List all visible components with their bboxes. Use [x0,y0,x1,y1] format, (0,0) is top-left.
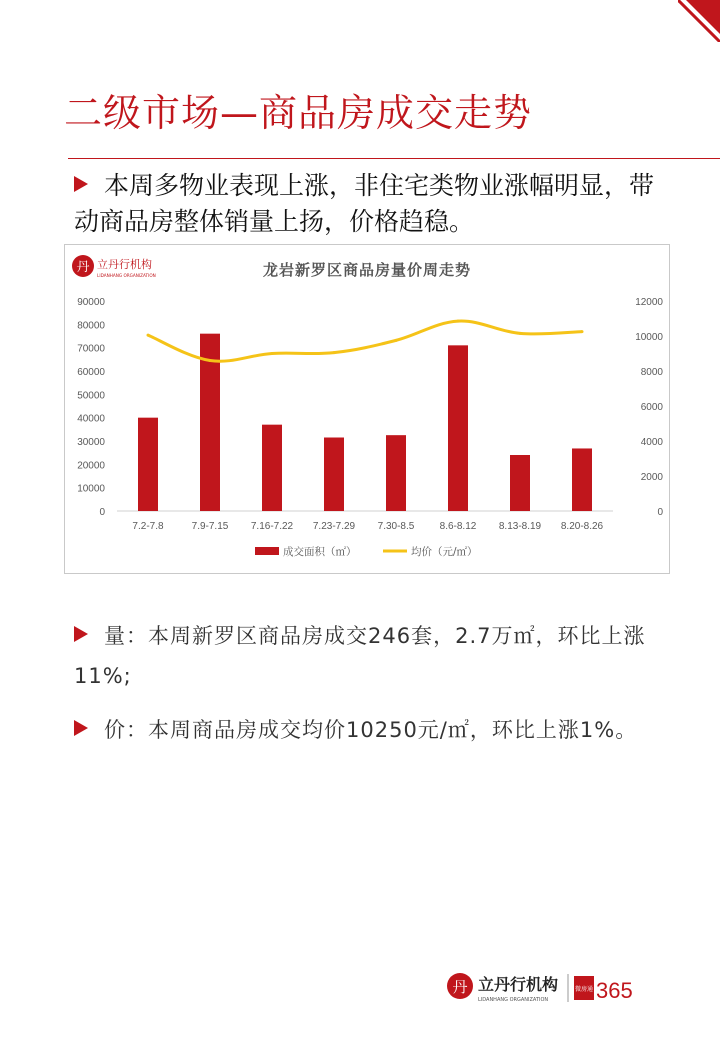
x-tick-label: 8.13-8.19 [498,521,542,532]
y2-tick-label: 8000 [640,367,663,378]
line-point [395,339,398,342]
footer-logo [446,968,656,1008]
page-title: 二级市场—商品房成交走势 [64,91,533,135]
y-tick-label: 70000 [77,343,105,355]
y-tick-label: 40000 [77,413,105,425]
footer-partner-small: 微房通 [574,986,594,993]
line-point [333,351,336,354]
x-tick-label: 7.30-8.5 [377,521,415,532]
line-point [147,334,150,337]
bullet-arrow-icon [74,176,88,192]
y2-tick-label: 0 [657,507,663,518]
footer-partner-number: 365 [596,978,633,1003]
y-tick-label: 60000 [77,367,105,378]
y-tick-label: 90000 [77,297,105,308]
x-tick-label: 7.9-7.15 [191,521,229,532]
bar [386,435,406,511]
y2-tick-label: 10000 [635,332,663,343]
price-stat [74,710,674,750]
y-tick-label: 80000 [77,320,105,332]
line-point [209,359,212,362]
chart-container [64,244,670,574]
combo-chart [65,245,669,573]
logo-english: LIDANHANG ORGANIZATION [97,273,156,278]
bar [138,418,158,511]
y2-tick-label: 6000 [640,402,663,413]
svg-text:丹: 丹 [76,260,90,275]
line-point [581,330,584,333]
bar [510,455,530,511]
footer-brand: 立丹行机构 [478,975,559,994]
y-tick-label: 30000 [77,437,105,448]
footer-brand-mark [446,968,656,1008]
legend-label-bars: 成交面积（㎡） [283,546,357,558]
bar [448,345,468,511]
legend-label-line: 均价（元/㎡） [411,546,478,558]
price-text: 价：本周商品房成交均价10250元/㎡，环比上涨1%。 [104,718,638,742]
x-tick-label: 8.20-8.26 [560,521,604,532]
y2-tick-label: 4000 [640,437,663,448]
y2-tick-label: 12000 [635,297,663,308]
x-tick-label: 7.2-7.8 [132,521,164,532]
footer-english: LIDANHANG ORGANIZATION [478,997,549,1003]
corner-decoration [678,0,720,42]
x-tick-label: 7.23-7.29 [312,521,356,532]
volume-text: 量：本周新罗区商品房成交246套，2.7万㎡，环比上涨11%; [74,624,646,688]
y-tick-label: 20000 [77,460,105,472]
bar [262,425,282,511]
bullet-arrow-icon [74,626,88,642]
x-tick-label: 7.16-7.22 [250,521,294,532]
bar [572,448,592,511]
line-point [271,352,274,355]
intro-paragraph [74,168,674,240]
svg-text:丹: 丹 [452,978,468,996]
y2-tick-label: 2000 [640,472,663,483]
volume-stat [74,616,674,696]
line-point [457,320,460,323]
y-tick-label: 10000 [77,483,105,495]
legend-swatch-bars [255,547,279,555]
y-tick-label: 50000 [77,390,105,402]
bullet-arrow-icon [74,720,88,736]
title-divider [68,158,720,159]
y-tick-label: 0 [99,507,105,518]
logo-name: 立丹行机构 [97,258,152,271]
line-point [519,332,522,335]
bar [324,438,344,512]
intro-text: 本周多物业表现上涨，非住宅类物业涨幅明显，带动商品房整体销量上扬，价格趋稳。 [74,171,655,236]
chart-title: 龙岩新罗区商品房量价周走势 [262,261,471,279]
x-tick-label: 8.6-8.12 [439,521,477,532]
